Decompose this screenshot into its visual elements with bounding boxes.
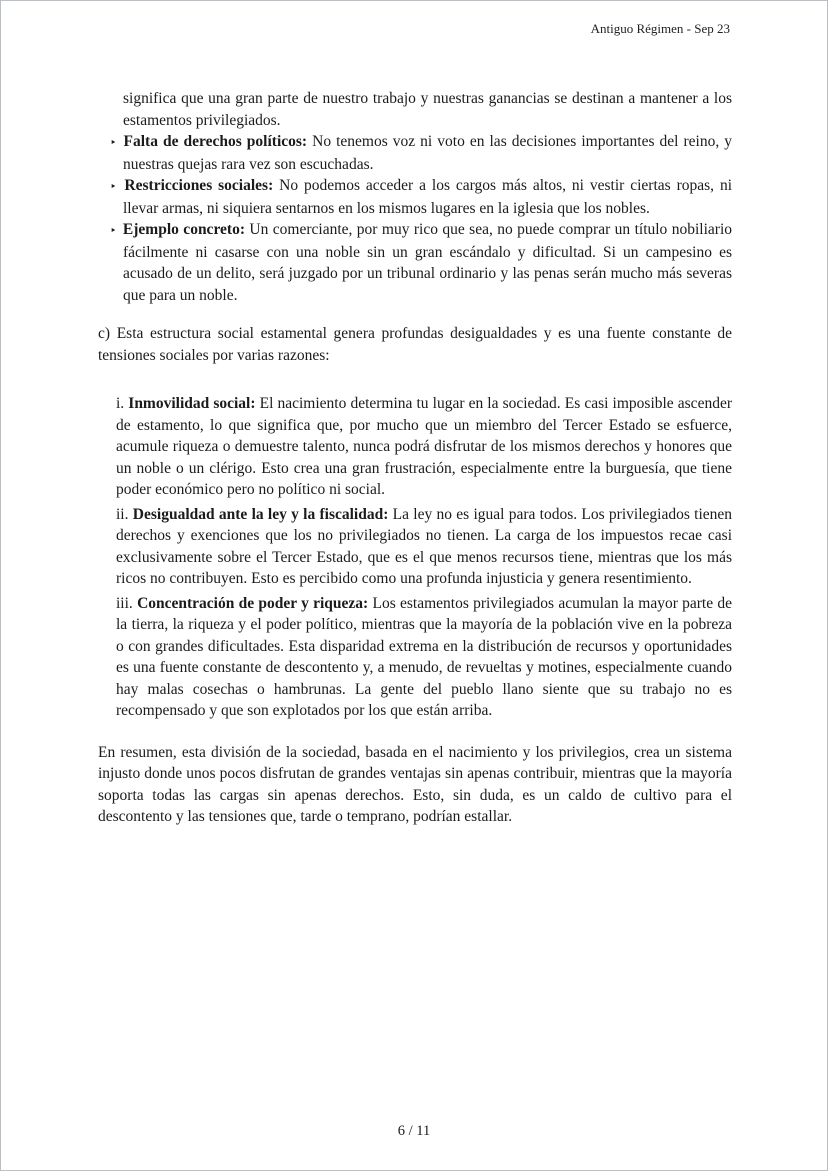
item-number: i.: [116, 395, 125, 412]
paragraph-text: significa que una gran parte de nuestro trabajo y nuestras ganancias se destinan a mantener a los estamentos privilegiados.: [123, 90, 732, 129]
paragraph-continuation: [123, 88, 732, 131]
item-text: El nacimiento determina tu lugar en la sociedad. Es casi imposible ascender de estamento, lo que significa que, por mucho que un miembro del Tercer Estado se esfuerce, acumule riqueza o demuestre talento, nunca podrá disfrutar de los mismos derechos y honores que un noble o un clérigo. Esto crea una gran frustración, especialmente entre la burguesía, que tiene poder económico pero no político ni social.: [116, 395, 732, 498]
bullet-label: Ejemplo concreto:: [122, 221, 245, 238]
paragraph-text: En resumen, esta división de la sociedad, basada en el nacimiento y los privilegios, crea un sistema injusto donde unos pocos disfrutan de grandes ventajas sin apenas contribuir, mientras que la mayoría soporta todas las cargas sin apenas derechos. Esto, sin duda, es un caldo de cultivo para el descontento y las tensiones que, tarde o temprano, podrían estallar.: [98, 743, 732, 825]
numbered-section: [98, 393, 732, 722]
item-number: iii.: [116, 594, 133, 612]
bullet-label: Restricciones sociales:: [124, 177, 274, 194]
numbered-item: [116, 593, 732, 722]
bullet-text: Un comerciante, por muy rico que sea, no puede comprar un título nobiliario fácilmente ni casarse con una noble sin un gran escándalo y dificultad. Si un campesino es acusado de un delito, será juzgado por un tribunal ordinario y las penas serán mucho más severas que para un noble.: [123, 221, 732, 304]
item-number: ii.: [116, 505, 129, 523]
bullet-text: No tenemos voz ni voto en las decisiones importantes del reino, y nuestras quejas rara vez son escuchadas.: [123, 133, 733, 173]
item-label: Concentración de poder y riqueza:: [137, 594, 369, 612]
page-header-title: Antiguo Régimen - Sep 23: [590, 21, 730, 36]
bullet-item: [110, 175, 733, 219]
closing-paragraph: [98, 742, 732, 828]
numbered-item: [116, 504, 732, 590]
item-label: Inmovilidad social:: [128, 395, 256, 412]
triangle-bullet-icon: ‣: [110, 224, 117, 237]
triangle-bullet-icon: ‣: [110, 136, 117, 149]
bullet-item: [110, 131, 733, 175]
bullet-label: Falta de derechos políticos:: [123, 133, 308, 150]
triangle-bullet-icon: ‣: [110, 180, 117, 193]
bullet-item: [110, 219, 732, 306]
item-label: Desigualdad ante la ley y la fiscalidad:: [132, 505, 389, 523]
bullet-text: No podemos acceder a los cargos más altos, ni vestir ciertas ropas, ni llevar armas, ni siquiera sentarnos en los mismos lugares en la iglesia que los nobles.: [123, 177, 733, 217]
page-number: 6 / 11: [397, 1123, 431, 1139]
item-text: Los estamentos privilegiados acumulan la mayor parte de la tierra, la riqueza y el poder político, mientras que la mayoría de la población vive en la pobreza o con grandes dificultades. Esta disparidad extrema en la distribución de recursos y oportunidades es una fuente constante de descontento y, a menudo, de revueltas y motines, especialmente cuando hay malas cosechas o hambrunas. La gente del pueblo llano siente que su trabajo no es recompensado y que son explotados por los que están arriba.: [116, 594, 733, 719]
numbered-item: [116, 393, 732, 501]
paragraph-c: [98, 323, 732, 366]
document-content: [98, 88, 732, 828]
paragraph-text: c) Esta estructura social estamental genera profundas desigualdades y es una fuente constante de tensiones sociales por varias razones:: [98, 325, 732, 364]
bullet-section: [98, 88, 732, 306]
item-text: La ley no es igual para todos. Los privilegiados tienen derechos y exenciones que los no privilegiados no tienen. La carga de los impuestos recae casi exclusivamente sobre el Tercer Estado, que es el que menos recursos tiene, mientras que los más ricos no contribuyen. Esto es percibido como una profunda injusticia y genera resentimiento.: [116, 505, 733, 587]
